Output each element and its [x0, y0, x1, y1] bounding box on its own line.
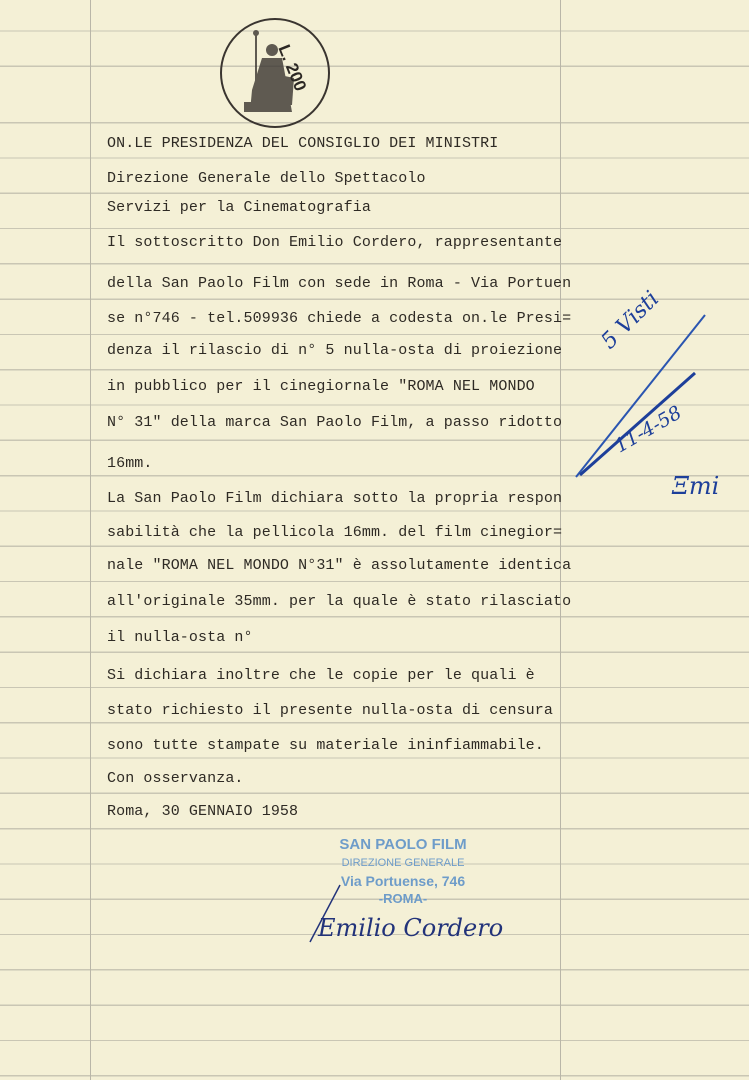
body-line: in pubblico per il cinegiornale "ROMA NEL MONDO — [107, 378, 535, 395]
approval-strokes-icon — [570, 305, 720, 485]
body-line: denza il rilascio di n° 5 nulla-osta di proiezione — [107, 342, 563, 359]
body-line: nale "ROMA NEL MONDO N°31" è assolutamente identica — [107, 557, 572, 574]
addressee-line: ON.LE PRESIDENZA DEL CONSIGLIO DEI MINISTRI — [107, 135, 499, 152]
body-line: Si dichiara inoltre che le copie per le quali è — [107, 667, 535, 684]
signature-stroke-icon — [305, 880, 365, 950]
signature: Emilio Cordero — [318, 914, 504, 942]
body-line: della San Paolo Film con sede in Roma - Via Portuen — [107, 275, 572, 292]
margin-line-left — [90, 0, 91, 1080]
annotation-date: 11-4-58 — [611, 401, 686, 458]
body-line: La San Paolo Film dichiara sotto la propria respon — [107, 490, 563, 507]
stamp-value: L. 200 — [274, 42, 311, 94]
body-line: sono tutte stampate su materiale ininfiammabile. — [107, 737, 544, 754]
annotation-count: 5 Visti — [596, 286, 665, 355]
addressee-line: Direzione Generale dello Spettacolo — [107, 170, 426, 187]
body-line: il nulla-osta n° — [107, 629, 253, 646]
body-line: N° 31" della marca San Paolo Film, a passo ridotto — [107, 414, 563, 431]
body-line: sabilità che la pellicola 16mm. del film cinegior= — [107, 524, 563, 541]
revenue-stamp — [220, 18, 330, 128]
annotation-initials: Ξmi — [672, 472, 720, 500]
addressee-line: Servizi per la Cinematografia — [107, 199, 371, 216]
date-line: Roma, 30 GENNAIO 1958 — [107, 803, 299, 820]
body-line: stato richiesto il presente nulla-osta di censura — [107, 702, 553, 719]
closing-line: Con osservanza. — [107, 770, 244, 787]
body-line: Il sottoscritto Don Emilio Cordero, rappresentante — [107, 234, 563, 251]
company-address: Via Portuense, 746 — [340, 873, 466, 889]
company-city: -ROMA- — [378, 891, 428, 906]
body-line: all'originale 35mm. per la quale è stato rilasciato — [107, 593, 572, 610]
body-line: 16mm. — [107, 455, 153, 472]
company-dept: DIREZIONE GENERALE — [341, 857, 465, 869]
seated-figure-icon — [222, 20, 328, 126]
company-name: SAN PAOLO FILM — [339, 836, 467, 853]
body-line: se n°746 - tel.509936 chiede a codesta on.le Presi= — [107, 310, 572, 327]
